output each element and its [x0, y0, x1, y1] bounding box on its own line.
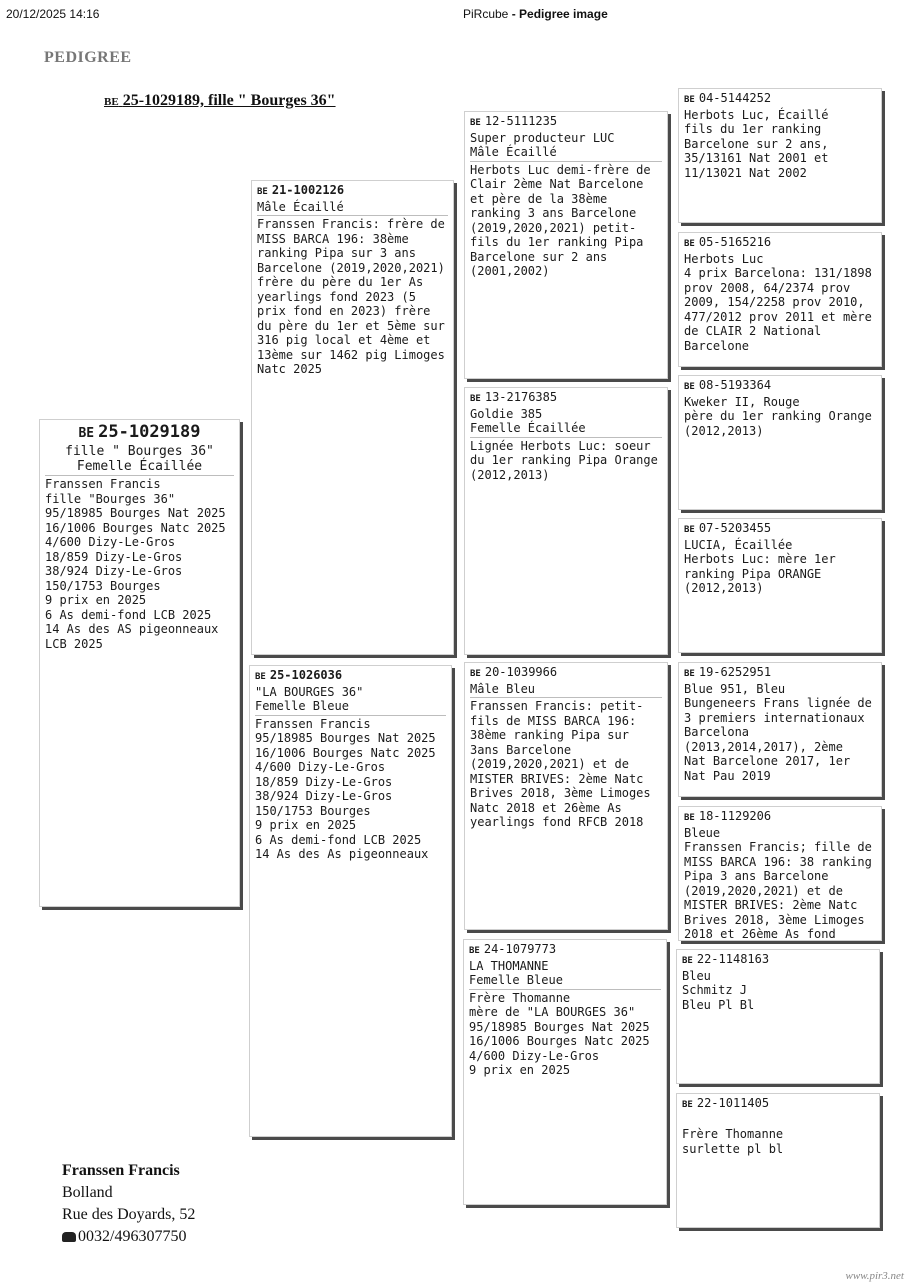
pedigree-heading: PEDIGREE: [44, 49, 132, 66]
gp-sd-sex-color: Femelle Écaillée: [470, 421, 586, 435]
owner-street: Rue des Doyards, 52: [62, 1206, 196, 1223]
ggp-4-ring-number: 07-5203455: [698, 521, 772, 535]
sire-country: BE: [257, 187, 268, 197]
subject-card: [39, 419, 240, 907]
ggp-5-country: BE: [684, 669, 695, 679]
granddam-dam-side-card: [463, 939, 667, 1205]
ggp-3-ring-number: 08-5193364: [698, 378, 772, 392]
ggp-2-ring-number: 05-5165216: [698, 235, 772, 249]
ggp-card-8: [676, 1093, 880, 1228]
subject-name: fille " Bourges 36": [65, 444, 214, 459]
gp-sd-notes: Lignée Herbots Luc: soeur du 1er ranking Pipa Orange (2012,2013): [470, 437, 662, 483]
ggp-card-7: [676, 949, 880, 1084]
dam-notes: Franssen Francis 95/18985 Bourges Nat 2025 16/1006 Bourges Natc 2025 4/600 Dizy-Le-Gros 18/859 Dizy-Le-Gros 38/924 Dizy-Le-Gros 150/1753 Bourges 9 prix en 2025 6 As demi-fond LCB 2025 14 As des As pigeonneaux: [255, 715, 446, 862]
gp-ss-sex-color: Mâle Écaillé: [470, 145, 557, 159]
ggp-4-ring: [684, 521, 876, 538]
ggp-6-ring-number: 18-1129206: [698, 809, 772, 823]
gp-dd-notes: Frère Thomanne mère de "LA BOURGES 36" 95/18985 Bourges Nat 2025 16/1006 Bourges Natc 2025 4/600 Dizy-Le-Gros 9 prix en 2025: [469, 989, 661, 1078]
gp-ss-notes: Herbots Luc demi-frère de Clair 2ème Nat Barcelone et père de la 38ème ranking 3 ans Barcelone (2019,2020,2021) petit- fils du 1er ranking Pipa Barcelone sur 2 ans (2001,2002): [470, 161, 662, 279]
doc-type: Pedigree image: [519, 7, 608, 21]
ggp-8-notes: Frère Thomanne surlette pl bl: [682, 1127, 784, 1156]
sire-notes: Franssen Francis: frère de MISS BARCA 196: 38ème ranking Pipa sur 3 ans Barcelone (2019,2020,2021) frère du père du 1er As yearlings fond 2023 (5 prix fond en 2023) frère du père du 1er et 5ème sur 316 pig local et 4ème et 13ème sur 1462 pig Limoges Natc 2025: [257, 215, 448, 377]
owner-block: [62, 1160, 195, 1248]
dam-ring: [255, 668, 446, 685]
grandsire-dam-side-card: [464, 662, 668, 930]
ggp-8-ring: [682, 1096, 874, 1113]
ggp-1-ring: [684, 91, 876, 108]
ggp-card-2: [678, 232, 882, 367]
ggp-7-ring: [682, 952, 874, 969]
ggp-6-ring: [684, 809, 876, 826]
ggp-7-ring-number: 22-1148163: [696, 952, 770, 966]
ggp-3-ring: [684, 378, 876, 395]
gp-ds-country: BE: [470, 669, 481, 679]
granddam-sire-side-card: [464, 387, 668, 655]
main-title-text: 25-1029189, fille " Bourges 36": [122, 92, 336, 109]
ggp-8-country: BE: [682, 1100, 693, 1110]
document-title: [463, 7, 608, 21]
subject-sex-color: Femelle Écaillée: [76, 459, 203, 474]
phone-icon: [62, 1232, 76, 1242]
ggp-2-country: BE: [684, 239, 695, 249]
subject-ring-number: 25-1029189: [98, 422, 201, 442]
gp-ds-ring: [470, 665, 662, 682]
subject-notes: Franssen Francis fille "Bourges 36" 95/18985 Bourges Nat 2025 16/1006 Bourges Natc 2025 4/600 Dizy-Le-Gros 18/859 Dizy-Le-Gros 38/924 Dizy-Le-Gros 150/1753 Bourges 9 prix en 2025 6 As demi-fond LCB 2025 14 As des AS pigeonneaux LCB 2025: [45, 475, 234, 651]
subject-country: BE: [78, 426, 95, 441]
gp-sd-country: BE: [470, 394, 481, 404]
gp-dd-sex-color: Femelle Bleue: [469, 973, 563, 987]
gp-dd-country: BE: [469, 946, 480, 956]
ggp-2-notes: Herbots Luc 4 prix Barcelona: 131/1898 prov 2008, 64/2374 prov 2009, 154/2258 prov 2010, 477/2012 prov 2011 et mère de CLAIR 2 National Barcelone: [684, 251, 872, 353]
ggp-1-notes: Herbots Luc, Écaillé fils du 1er ranking Barcelone sur 2 ans, 35/13161 Nat 2001 et 11/13021 Nat 2002: [684, 107, 829, 180]
gp-ss-name: Super producteur LUC: [470, 130, 615, 145]
ggp-2-ring: [684, 235, 876, 252]
dam-name: "LA BOURGES 36": [255, 684, 364, 699]
print-datetime: 20/12/2025 14:16: [6, 7, 100, 21]
ggp-3-notes: Kweker II, Rouge père du 1er ranking Orange (2012,2013): [684, 394, 872, 438]
gp-sd-ring: [470, 390, 662, 407]
ggp-7-country: BE: [682, 956, 693, 966]
ggp-5-ring-number: 19-6252951: [698, 665, 772, 679]
gp-ds-ring-number: 20-1039966: [484, 665, 558, 679]
gp-ds-sex-color: Mâle Bleu: [470, 681, 536, 696]
owner-city: Bolland: [62, 1184, 113, 1201]
owner-name: Franssen Francis: [62, 1162, 180, 1179]
gp-ss-ring-number: 12-5111235: [484, 114, 558, 128]
ggp-4-country: BE: [684, 525, 695, 535]
sire-sex-color: Mâle Écaillé: [257, 199, 344, 214]
ggp-4-notes: LUCIA, Écaillée Herbots Luc: mère 1er ranking Pipa ORANGE (2012,2013): [684, 537, 836, 595]
sire-card: [251, 180, 454, 655]
ggp-1-country: BE: [684, 95, 695, 105]
ggp-7-notes: Bleu Schmitz J Bleu Pl Bl: [682, 968, 755, 1012]
ggp-1-ring-number: 04-5144252: [698, 91, 772, 105]
ggp-card-5: [678, 662, 882, 797]
title-separator: -: [508, 7, 520, 21]
gp-ds-notes: Franssen Francis: petit- fils de MISS BARCA 196: 38ème ranking Pipa sur 3ans Barcelone (2019,2020,2021) et de MISTER BRIVES: 2ème Natc Brives 2018, 3ème Limoges Natc 2018 et 26ème As yearlings fond RFCB 2018: [470, 697, 662, 830]
ggp-5-ring: [684, 665, 876, 682]
gp-dd-ring: [469, 942, 661, 959]
main-title-country: BE: [104, 96, 119, 108]
ggp-8-ring-number: 22-1011405: [696, 1096, 770, 1110]
ggp-card-6: [678, 806, 882, 941]
gp-sd-name: Goldie 385: [470, 406, 543, 421]
ggp-6-country: BE: [684, 813, 695, 823]
dam-card: [249, 665, 452, 1137]
footer-site: www.pir3.net: [845, 1270, 904, 1282]
sire-ring-number: 21-1002126: [271, 183, 345, 197]
gp-ss-ring: [470, 114, 662, 131]
dam-ring-number: 25-1026036: [269, 668, 343, 682]
dam-country: BE: [255, 672, 266, 682]
ggp-5-notes: Blue 951, Bleu Bungeneers Frans lignée de 3 premiers internationaux Barcelona (2013,2014,2017), 2ème Nat Barcelone 2017, 1er Nat Pau 2019: [684, 681, 872, 783]
ggp-card-4: [678, 518, 882, 653]
owner-phone-row: [62, 1226, 195, 1248]
sire-ring: [257, 183, 448, 200]
dam-sex-color: Femelle Bleue: [255, 699, 349, 713]
grandsire-sire-side-card: [464, 111, 668, 379]
ggp-3-country: BE: [684, 382, 695, 392]
app-name: PiRcube: [463, 7, 509, 21]
gp-dd-ring-number: 24-1079773: [483, 942, 557, 956]
subject-ring: [45, 422, 234, 444]
gp-sd-ring-number: 13-2176385: [484, 390, 558, 404]
owner-phone: 0032/496307750: [78, 1228, 187, 1245]
main-title: [104, 92, 336, 110]
ggp-6-notes: Bleue Franssen Francis; fille de MISS BARCA 196: 38 ranking Pipa 3 ans Barcelone (2019,2020,2021) et de MISTER BRIVES: 2ème Natc Brives 2018, 3ème Limoges 2018 et 26ème As fond: [684, 825, 872, 941]
gp-ss-country: BE: [470, 118, 481, 128]
ggp-card-1: [678, 88, 882, 223]
ggp-card-3: [678, 375, 882, 510]
gp-dd-name: LA THOMANNE: [469, 958, 549, 973]
